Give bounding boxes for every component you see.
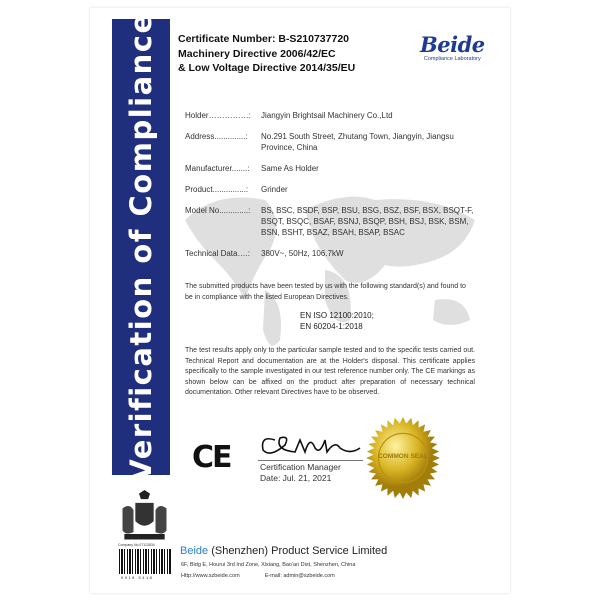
royal-crest-icon xyxy=(117,490,172,545)
ce-mark: CE xyxy=(192,440,231,475)
field-address: Address..............: No.291 South Street, Zhutang Town, Jiangyin, Jiangsu Province, China xyxy=(185,132,454,152)
signature-block xyxy=(260,462,341,483)
gold-seal xyxy=(362,417,444,499)
standard-item: EN ISO 12100:2010; xyxy=(300,311,374,320)
website-link[interactable]: Http://www.szbeide.com xyxy=(181,573,240,579)
field-manufacturer: Manufacturer.......: Same As Holder xyxy=(185,164,319,173)
barcode-number: 0918 5418 xyxy=(121,575,154,580)
certificate-fields xyxy=(185,110,476,269)
standard-item: EN 60204-1:2018 xyxy=(300,322,363,331)
seal-text: COMMON SEAL xyxy=(378,453,428,460)
disclaimer: The test results apply only to the particular sample tested and to the specific tests carried out. Technical Report and documentation are at the Holder's disposal. This certificate applies specifically to the sample investigated in our test reference number only. The CE markings as shown below can be affixed on the product after preparation of necessary technical documentation. Other relevant Directives have to be observed. xyxy=(185,347,475,396)
beide-logo: Beide Compliance Laboratory xyxy=(420,32,485,62)
company-contacts xyxy=(181,573,335,579)
email-link[interactable]: E-mail: admin@szbeide.com xyxy=(264,573,335,579)
signature-line xyxy=(258,460,363,461)
side-title-bar xyxy=(112,12,170,482)
signature xyxy=(255,430,365,460)
field-holder: Holder……………: Jiangyin Brightsail Machinery Co.,Ltd xyxy=(185,111,393,120)
standards-list xyxy=(300,310,374,332)
company-number: Company No.07113834 xyxy=(118,543,155,547)
field-product: Product...............: Grinder xyxy=(185,185,288,194)
certificate-date: Date: Jul. 21, 2021 xyxy=(260,472,332,483)
company-name xyxy=(180,545,387,557)
company-brand: Beide xyxy=(180,545,209,557)
signer-role: Certification Manager xyxy=(260,462,341,472)
field-model-no: Model No.............: BS, BSC, BSDF, BSP, BSU, BSG, BSZ, BSF, BSX, BSQT-F, BSQT, BSQC, BSAF, BSNJ, BSQP, BSH, BSJ, BSK, BSM, BSN, BSHT, BSAZ, BSAH, BSAP, BSAC xyxy=(185,206,474,237)
field-technical-data: Technical Data….: 380V~, 50Hz, 106.7kW xyxy=(185,249,344,258)
compliance-statement: The submitted products have been tested by us with the following standard(s) and found to be in compliance with the listed European Directives. xyxy=(185,283,466,301)
low-voltage-directive: & Low Voltage Directive 2014/35/EU xyxy=(178,62,356,74)
barcode xyxy=(119,549,171,574)
certificate-number: Certificate Number: B-S210737720 xyxy=(178,33,349,45)
machinery-directive: Machinery Directive 2006/42/EC xyxy=(178,47,336,60)
certificate-header xyxy=(178,32,355,76)
company-suffix: (Shenzhen) Product Service Limited xyxy=(208,545,388,557)
side-title: Verification of Compliance xyxy=(124,12,158,482)
company-address: 6F, Bldg E, Hourui 3rd Ind Zone, Xixiang, Bao'an Dist, Shenzhen, China xyxy=(181,562,356,568)
